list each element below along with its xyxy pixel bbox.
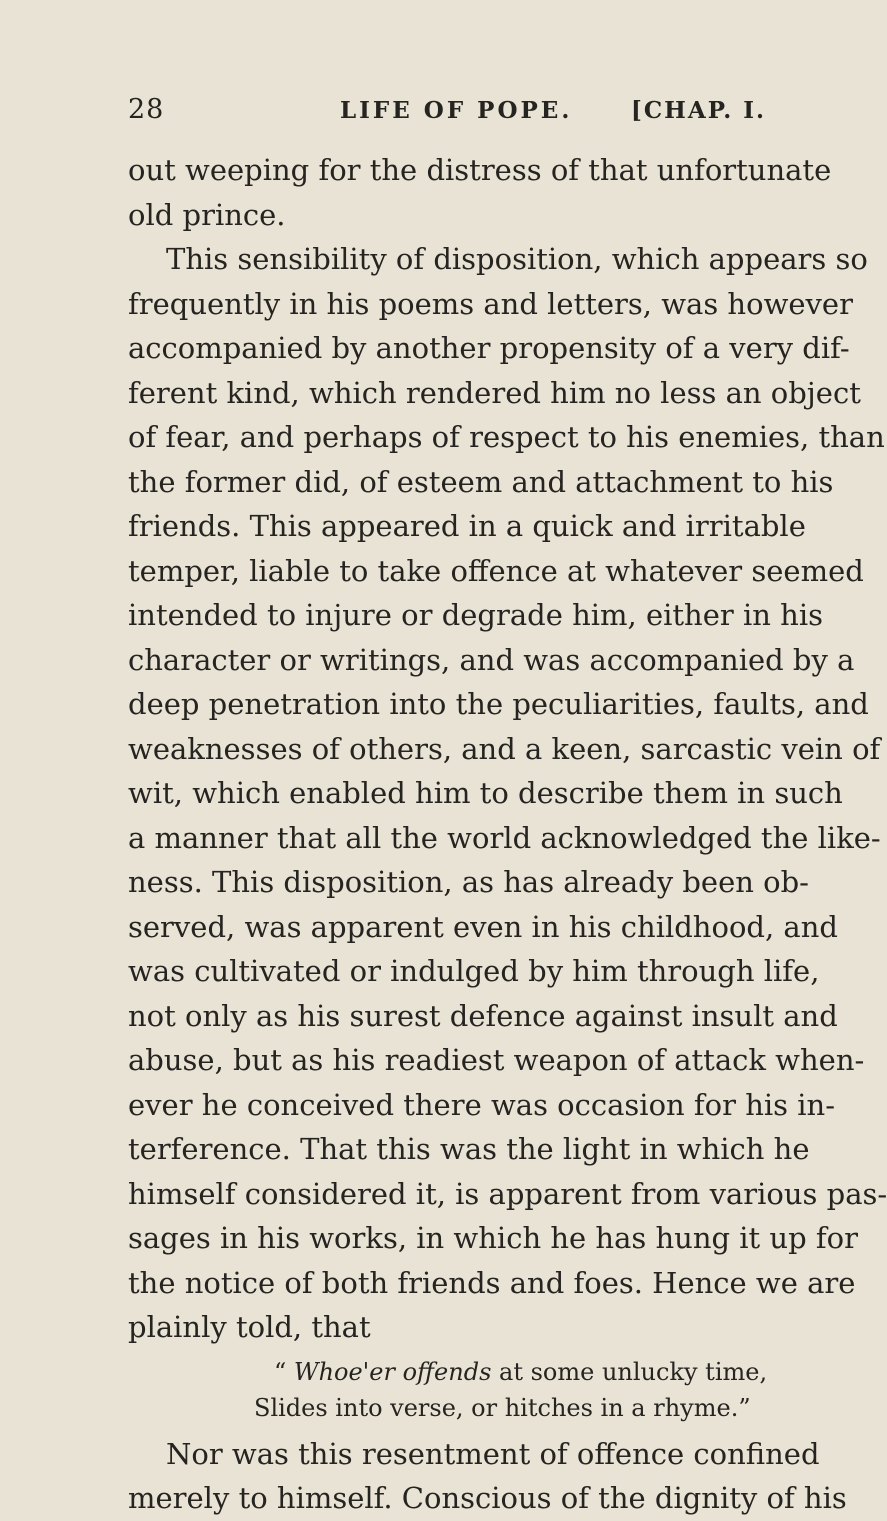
text-line: terference. That this was the light in which he [128, 1132, 810, 1166]
paragraph-resentment [128, 1432, 847, 1521]
text-line: of fear, and perhaps of respect to his enemies, than [128, 420, 885, 454]
text-line: plainly told, that [128, 1310, 371, 1344]
running-title: LIFE OF POPE. [340, 97, 573, 124]
text-line: deep penetration into the peculiarities, faults, and [128, 687, 869, 721]
text-line: merely to himself. Conscious of the dignity of his [128, 1481, 847, 1515]
quote-open-mark: “ [274, 1357, 294, 1386]
page-number: 28 [128, 94, 165, 125]
text-line: intended to injure or degrade him, either in his [128, 598, 823, 632]
text-line: weaknesses of others, and a keen, sarcastic vein of [128, 731, 881, 766]
text-line: served, was apparent even in his childhood, and [128, 909, 838, 944]
text-line: ever he conceived there was occasion for his in- [128, 1087, 836, 1122]
quote-line: Slides into verse, or hitches in a rhyme.” [254, 1393, 751, 1422]
body-text [128, 148, 887, 1521]
text-line: character or writings, and was accompanied by a [128, 642, 855, 677]
text-line: a manner that all the world acknowledged the like- [128, 820, 881, 855]
text-line: ferent kind, which rendered him no less an object [128, 375, 861, 410]
text-line: out weeping for the distress of that unfortunate [128, 153, 832, 187]
quote-italic-text: Whoe'er offends [293, 1357, 492, 1386]
text-line: ness. This disposition, as has already been ob- [128, 865, 809, 899]
text-line: was cultivated or indulged by him through life, [128, 954, 820, 988]
quote-line [128, 1354, 791, 1390]
paragraph-continuation [128, 148, 832, 237]
text-line: the notice of both friends and foes. Hence we are [128, 1265, 856, 1300]
text-line: the former did, of esteem and attachment to his [128, 464, 834, 499]
page-header [128, 94, 768, 134]
text-line: temper, liable to take offence at whatever seemed [128, 553, 864, 588]
text-line: frequently in his poems and letters, was however [128, 286, 853, 321]
text-line: old prince. [128, 197, 286, 232]
text-line: This sensibility of disposition, which appears so [166, 242, 868, 276]
text-line: friends. This appeared in a quick and irritable [128, 509, 806, 543]
text-line: Nor was this resentment of offence confined [166, 1436, 820, 1471]
text-line: not only as his surest defence against insult and [128, 998, 838, 1033]
text-line: himself considered it, is apparent from various pas- [128, 1176, 887, 1211]
text-line: wit, which enabled him to describe them in such [128, 776, 843, 810]
text-line: sages in his works, in which he has hung it up for [128, 1221, 858, 1255]
paragraph-sensibility [128, 237, 887, 1350]
text-line: abuse, but as his readiest weapon of attack when- [128, 1043, 865, 1077]
text-line: accompanied by another propensity of a very dif- [128, 331, 850, 365]
chapter-label: [CHAP. I. [630, 97, 766, 124]
verse-quote [128, 1354, 791, 1426]
quote-line-rest: at some unlucky time, [491, 1357, 768, 1386]
